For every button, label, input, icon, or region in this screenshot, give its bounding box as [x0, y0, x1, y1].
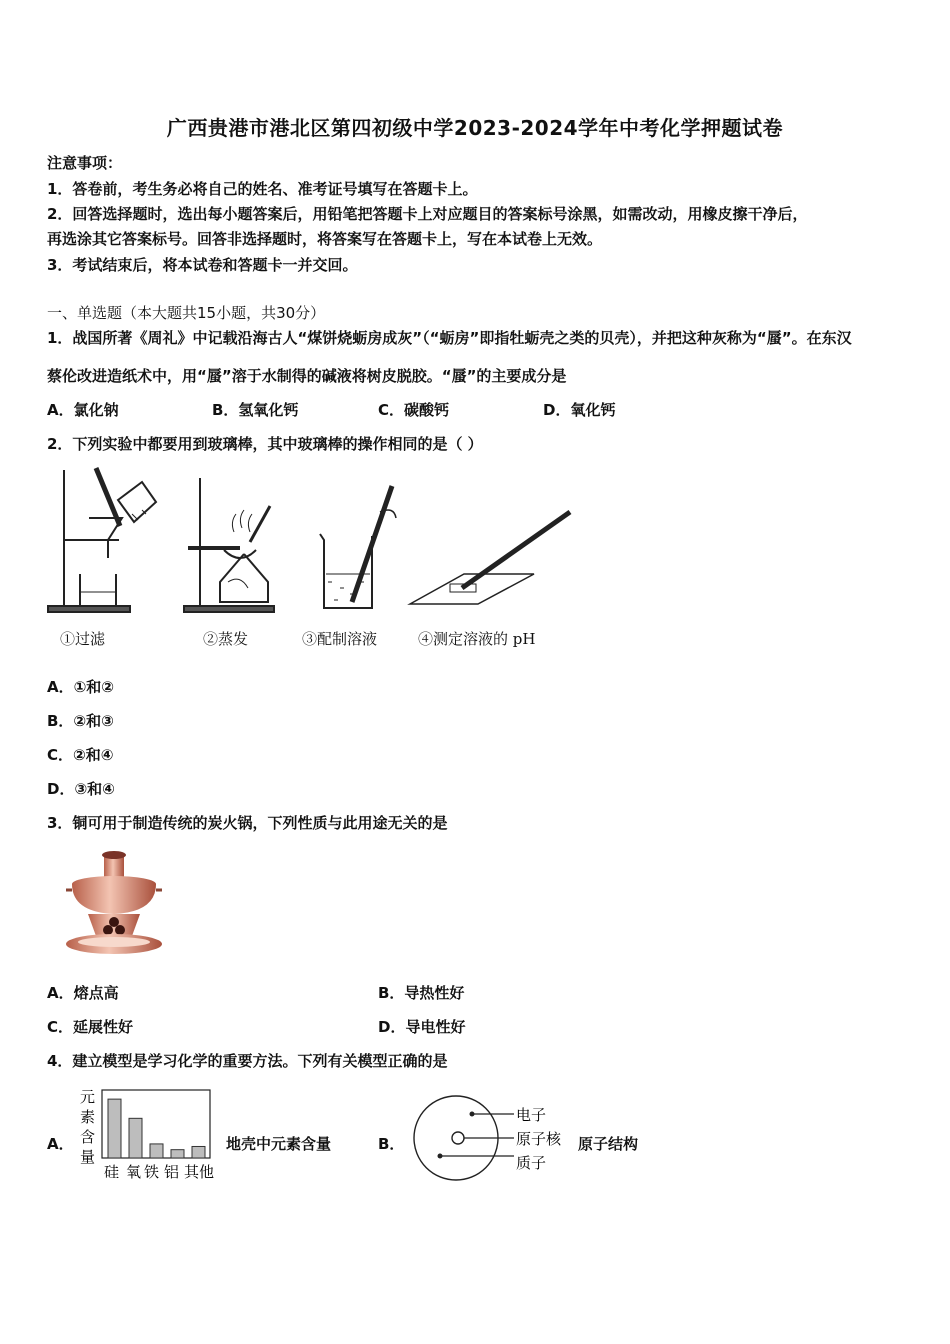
atom-label-nucleus: 原子核 — [516, 1130, 562, 1148]
notice-item-2: 2．回答选择题时，选出每小题答案后，用铅笔把答题卡上对应题目的答案标号涂黑，如需改动，用橡皮擦干净后， — [47, 205, 808, 223]
q1-option-c[interactable]: C．碳酸钙 — [378, 401, 450, 419]
q1-option-b[interactable]: B．氢氧化钙 — [212, 401, 299, 419]
atom-label-electron: 电子 — [516, 1106, 547, 1124]
q2-option-a[interactable]: A．①和② — [47, 678, 115, 696]
q2-option-c[interactable]: C．②和④ — [47, 746, 114, 764]
notice-item-1: 1．答卷前，考生务必将自己的姓名、准考证号填写在答题卡上。 — [47, 180, 478, 198]
q4-option-b-label[interactable]: B． — [378, 1135, 405, 1153]
copper-hotpot-image — [58, 850, 170, 960]
q2-lab-figure — [44, 462, 584, 622]
atom-label-proton: 质子 — [516, 1154, 547, 1172]
q4-option-a-caption: 地壳中元素含量 — [226, 1135, 332, 1153]
chart-bar-1 — [108, 1099, 121, 1158]
q2-option-b[interactable]: B．②和③ — [47, 712, 114, 730]
chart-xaxis-label: 其他 — [184, 1163, 215, 1181]
q3-option-a[interactable]: A．熔点高 — [47, 984, 119, 1002]
notice-heading: 注意事项： — [47, 154, 123, 172]
chart-yaxis-char: 含 — [80, 1128, 96, 1146]
page-title: 广西贵港市港北区第四初级中学2023-2024学年中考化学押题试卷 — [166, 116, 784, 140]
q1-stem-line2: 蔡伦改进造纸术中，用“蜃”溶于水制得的碱液将树皮脱胶。“蜃”的主要成分是 — [47, 367, 567, 385]
chart-bar-2 — [129, 1118, 142, 1158]
q3-stem: 3．铜可用于制造传统的炭火锅，下列性质与此用途无关的是 — [47, 814, 448, 832]
q2-caption-4: ④测定溶液的 pH — [418, 630, 536, 648]
q2-stem: 2．下列实验中都要用到玻璃棒，其中玻璃棒的操作相同的是（ ） — [47, 435, 483, 453]
chart-xaxis-label: 铝 — [164, 1163, 180, 1181]
chart-bar-4 — [171, 1150, 184, 1158]
filtration-apparatus — [48, 468, 156, 612]
chart-yaxis-char: 元 — [80, 1088, 96, 1106]
ph-test-apparatus — [410, 512, 570, 604]
q3-option-b[interactable]: B．导热性好 — [378, 984, 465, 1002]
q3-option-c[interactable]: C．延展性好 — [47, 1018, 134, 1036]
q4-stem: 4．建立模型是学习化学的重要方法。下列有关模型正确的是 — [47, 1052, 448, 1070]
q2-caption-2: ②蒸发 — [203, 630, 249, 648]
q1-option-a[interactable]: A．氯化钠 — [47, 401, 119, 419]
q3-option-d[interactable]: D．导电性好 — [378, 1018, 466, 1036]
chart-yaxis-char: 素 — [80, 1108, 96, 1126]
q2-caption-3: ③配制溶液 — [302, 630, 378, 648]
q4-option-a-label[interactable]: A． — [47, 1135, 74, 1153]
q1-option-d[interactable]: D．氧化钙 — [543, 401, 616, 419]
q4-option-b-caption: 原子结构 — [578, 1135, 639, 1153]
q1-stem-line1: 1．战国所著《周礼》中记载沿海古人“煤饼烧蛎房成灰”（“蛎房”即指牡蛎壳之类的贝壳），并把这种灰称为“蜃”。在东汉 — [47, 329, 852, 347]
crust-element-chart — [74, 1082, 224, 1182]
q2-option-d[interactable]: D．③和④ — [47, 780, 115, 798]
chart-yaxis-char: 量 — [80, 1148, 96, 1166]
q2-caption-1: ①过滤 — [60, 630, 106, 648]
chart-bar-3 — [150, 1144, 163, 1158]
notice-item-3: 3．考试结束后，将本试卷和答题卡一并交回。 — [47, 256, 358, 274]
evaporation-apparatus — [184, 478, 274, 612]
atom-structure-diagram — [410, 1094, 590, 1184]
dissolving-apparatus — [320, 486, 396, 608]
chart-xaxis-label: 氧 — [126, 1163, 142, 1181]
section-heading: 一、单选题（本大题共15小题，共30分） — [47, 304, 326, 322]
chart-xaxis-label: 硅 — [104, 1163, 120, 1181]
chart-bar-5 — [192, 1146, 205, 1158]
chart-xaxis-label: 铁 — [144, 1163, 160, 1181]
notice-item-2-cont: 再选涂其它答案标号。回答非选择题时，将答案写在答题卡上，写在本试卷上无效。 — [47, 230, 603, 248]
